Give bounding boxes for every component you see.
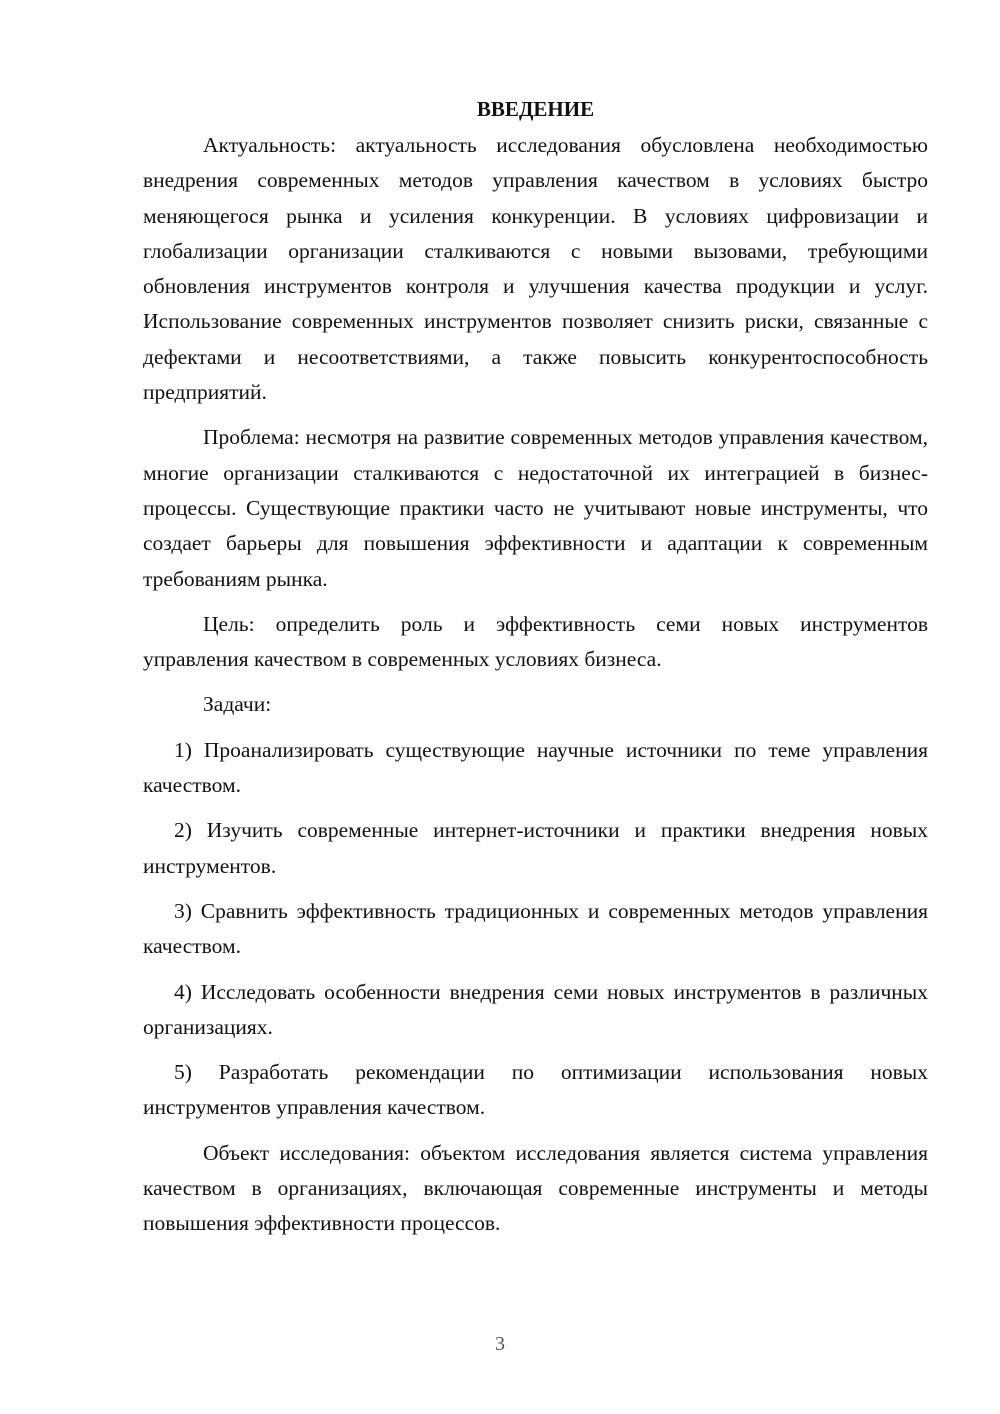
tasks-label: Задачи:: [203, 692, 272, 717]
page-number: 3: [495, 1333, 505, 1355]
section-heading: ВВЕДЕНИЕ: [476, 97, 595, 121]
object-paragraph: Объект исследования: объектом исследования является система управления качеством в организациях, включающая современные инструменты и методы повышения эффективности процессов.: [143, 1140, 928, 1236]
document-page: [143, 92, 928, 1252]
problem-paragraph: Проблема: несмотря на развитие современных методов управления качеством, многие организации сталкиваются с недостаточной их интеграцией в бизнес-процессы. Существующие практики часто не учитывают новые инструменты, что создает барьеры для повышения эффективности и адаптации к современным требованиям рынка.: [143, 425, 928, 591]
tasks-list: [143, 733, 928, 1126]
task-item: 3) Сравнить эффективность традиционных и современных методов управления качеством.: [143, 898, 928, 959]
task-item: 5) Разработать рекомендации по оптимизации использования новых инструментов управления качеством.: [143, 1060, 928, 1120]
task-item: 2) Изучить современные интернет-источники и практики внедрения новых инструментов.: [143, 818, 928, 878]
relevance-paragraph: Актуальность: актуальность исследования обусловлена необходимостью внедрения современных методов управления качеством в условиях быстро меняющегося рынка и усиления конкуренции. В условиях цифровизации и глобализации организации сталкиваются с новыми вызовами, требующими обновления инструментов контроля и улучшения качества продукции и услуг. Использование современных инструментов позволяет снизить риски, связанные с дефектами и несоответствиями, а также повысить конкурентоспособность предприятий.: [143, 133, 928, 405]
task-item: 1) Проанализировать существующие научные источники по теме управления качеством.: [143, 737, 928, 798]
goal-paragraph: Цель: определить роль и эффективность семи новых инструментов управления качеством в современных условиях бизнеса.: [143, 611, 928, 672]
task-item: 4) Исследовать особенности внедрения семи новых инструментов в различных организациях.: [143, 979, 928, 1039]
